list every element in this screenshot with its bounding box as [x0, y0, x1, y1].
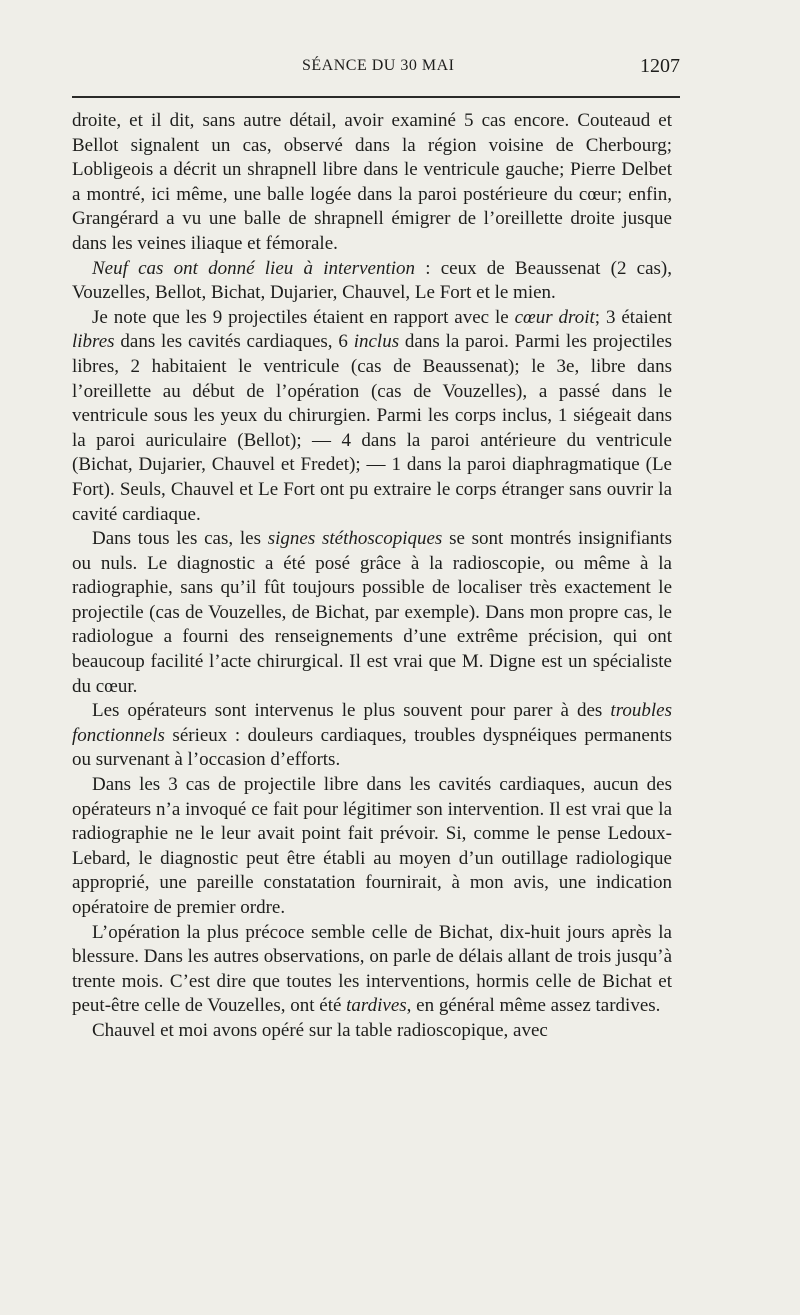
text-run: dans les cavités cardiaques, 6: [114, 331, 354, 353]
paragraph-p6: [72, 773, 672, 921]
text-run: sérieux : douleurs cardiaques, troubles dyspnéiques permanents ou survenant à l’occasion d’efforts.: [72, 724, 672, 771]
paragraph-p2: [72, 257, 672, 306]
text-run: dans la paroi. Parmi les projectiles libres, 2 habitaient le ventricule (cas de Beaussenat); le 3e, libre dans l’oreillette au début de l’opération (cas de Vouzelles), a passé dans le ventricule sous les yeux du chirurgien. Parmi les corps inclus, 1 siégeait dans la paroi auriculaire (Bellot); — 4 dans la paroi antérieure du ventricule (Bichat, Dujarier, Chauvel et Fredet); — 1 dans la paroi diaphragmatique (Le Fort). Seuls, Chauvel et Le Fort ont pu extraire le corps étranger sans ouvrir la cavité cardiaque.: [72, 331, 672, 525]
italic-run: tardives: [346, 995, 407, 1017]
italic-run: cœur droit: [514, 306, 595, 328]
paragraph-p1: [72, 109, 672, 257]
italic-run: libres: [72, 331, 115, 353]
text-run: Dans les 3 cas de projectile libre dans les cavités cardiaques, aucun des opérateurs n’a invoqué ce fait pour légitimer son intervention. Il est vrai que la radiographie ne le leur avait point fait prévoir. Si, comme le pense Ledoux-Lebard, le diagnostic peut être établi au moyen d’un outillage radiologique approprié, une pareille constatation fournirait, à mon avis, une indication opératoire de premier ordre.: [72, 774, 672, 918]
page-number: 1207: [640, 55, 680, 77]
page-header: [72, 55, 680, 85]
text-run: : ceux de Beaussenat (2 cas), Vouzelles, Bellot, Bichat, Dujarier, Chauvel, Le Fort et le mien.: [72, 257, 672, 304]
italic-run: Neuf cas ont donné lieu à intervention: [92, 257, 415, 279]
italic-run: inclus: [353, 331, 400, 353]
text-run: L’opération la plus précoce semble celle de Bichat, dix-huit jours après la blessure. Dans les autres observations, on parle de délais allant de trois jusqu’à trente mois. C’est dire que toutes les interventions, hormis celle de Bichat et peut-être celle de Vouzelles, ont été: [72, 921, 672, 1017]
italic-run: troubles fonctionnels: [72, 700, 672, 746]
text-run: Dans tous les cas, les: [92, 528, 268, 550]
paragraph-p8: [72, 1019, 672, 1044]
italic-run: signes stéthoscopiques: [267, 528, 443, 550]
paragraph-p5: [72, 699, 672, 773]
header-rule: [72, 96, 680, 98]
body-text: [72, 109, 672, 1044]
text-run: droite, et il dit, sans autre détail, avoir examiné 5 cas encore. Couteaud et Bellot signalent un cas, observé dans la région voisine de Cherbourg; Lobligeois a décrit un shrapnell libre dans le ventricule gauche; Pierre Delbet a montré, ici même, une balle logée dans la paroi postérieure du cœur; enfin, Grangérard a vu une balle de shrapnell émigrer de l’oreillette droite jusque dans les veines iliaque et fémorale.: [72, 110, 672, 254]
text-run: ; 3 étaient: [594, 306, 672, 328]
paragraph-p7: [72, 921, 672, 1019]
text-run: , en général même assez tardives.: [406, 995, 661, 1017]
running-title: SÉANCE DU 30 MAI: [302, 57, 455, 74]
text-run: se sont montrés insignifiants ou nuls. Le diagnostic a été posé grâce à la radioscopie, ou même à la radiographie, sans qu’il fût toujours possible de localiser très exactement le projectile (cas de Vouzelles, de Bichat, par exemple). Dans mon propre cas, le radiologue a fourni des renseignements d’une extrême précision, qui ont beaucoup facilité l’acte chirurgical. Il est vrai que M. Digne est un spécialiste du cœur.: [72, 528, 672, 697]
text-run: Chauvel et moi avons opéré sur la table radioscopique, avec: [92, 1019, 548, 1041]
text-run: Les opérateurs sont intervenus le plus souvent pour parer à des: [92, 700, 611, 722]
text-run: Je note que les 9 projectiles étaient en rapport avec le: [92, 306, 515, 328]
paragraph-p3: [72, 306, 672, 527]
paragraph-p4: [72, 527, 672, 699]
